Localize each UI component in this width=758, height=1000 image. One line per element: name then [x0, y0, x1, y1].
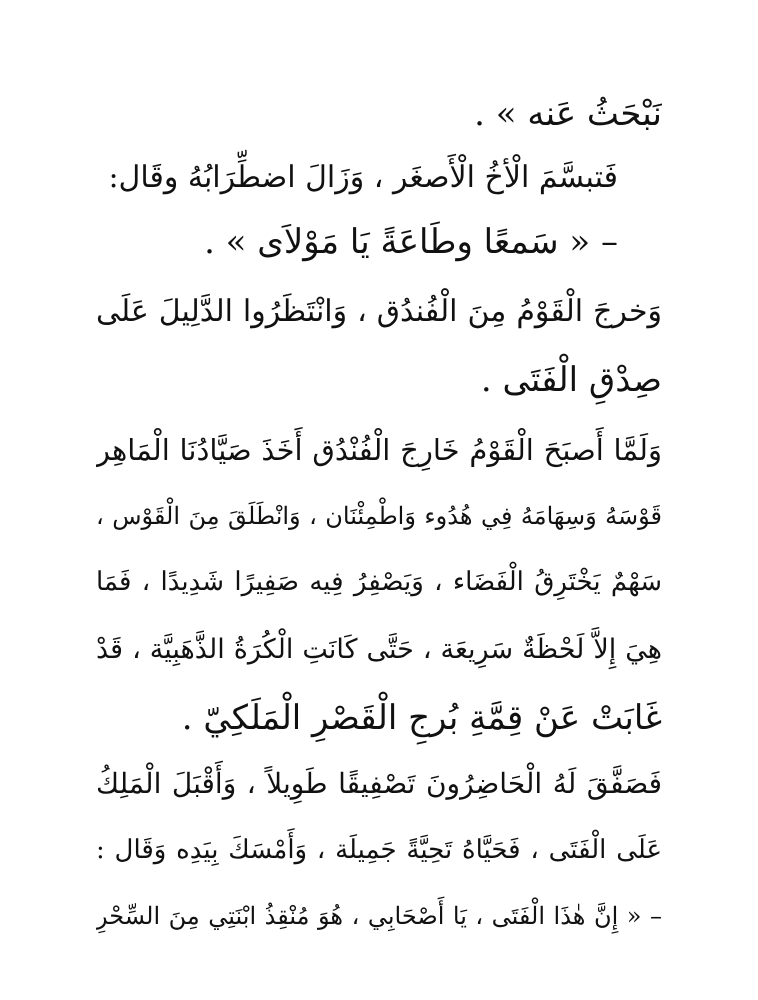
text-line-1: نَبْحَثُ عَنه » . — [474, 94, 662, 134]
text-line-3: – « سَمعًا وطَاعَةً يَا مَوْلاَى » . — [204, 222, 618, 262]
text-line-12: عَلَى الْفَتَى ، فَحَيَّاهُ تَحِيَّةً جَمِيلَة ، وَأَمْسَكَ بِيَدِه وَقَال : — [96, 835, 662, 865]
text-line-7: قَوْسَهُ وَسِهَامَهُ فِي هُدُوء وَاطْمِئْنَان ، وَانْطَلَقَ مِنَ الْقَوْس ، — [96, 502, 662, 530]
text-line-6: وَلَمَّا أَصبَحَ الْقَوْمُ خَارِجَ الْفُنْدُق أَخَذَ صَيَّادُنَا الْمَاهِر — [96, 433, 662, 467]
text-line-13: – « إِنَّ هٰذَا الْفَتَى ، يَا أَصْحَابِي ، هُوَ مُنْقِذُ ابْنَتِي مِنَ السِّحْرِ — [96, 902, 662, 930]
text-line-8: سَهْمٌ يَخْتَرِقُ الْفَضَاء ، وَيَصْفِرُ فِيه صَفِيرًا شَدِيدًا ، فَمَا — [96, 567, 662, 597]
text-line-10: غَابَتْ عَنْ قِمَّةِ بُرجِ الْقَصْرِ الْمَلَكِيّ . — [181, 698, 662, 738]
text-line-4: وَخرجَ الْقَوْمُ مِنَ الْفُندُق ، وَانْتَظَرُوا الدَّلِيلَ عَلَى — [96, 294, 662, 329]
text-line-11: فَصَفَّقَ لَهُ الْحَاضِرُونَ تَصْفِيقًا طَوِيلاً ، وَأَقْبَلَ الْمَلِكُ — [96, 767, 662, 800]
text-line-9: هِيَ إِلاَّ لَحْظَةٌ سَرِيعَة ، حَتَّى كَانَتِ الْكُرَةُ الذَّهَبِيَّة ، قَدْ — [96, 634, 662, 665]
text-line-2: فَتبسَّمَ الْأخُ الْأَصغَر ، وَزَالَ اضطِّرَابُهُ وقَال: — [108, 160, 618, 195]
text-line-5: صِدْقِ الْفَتَى . — [480, 360, 662, 400]
